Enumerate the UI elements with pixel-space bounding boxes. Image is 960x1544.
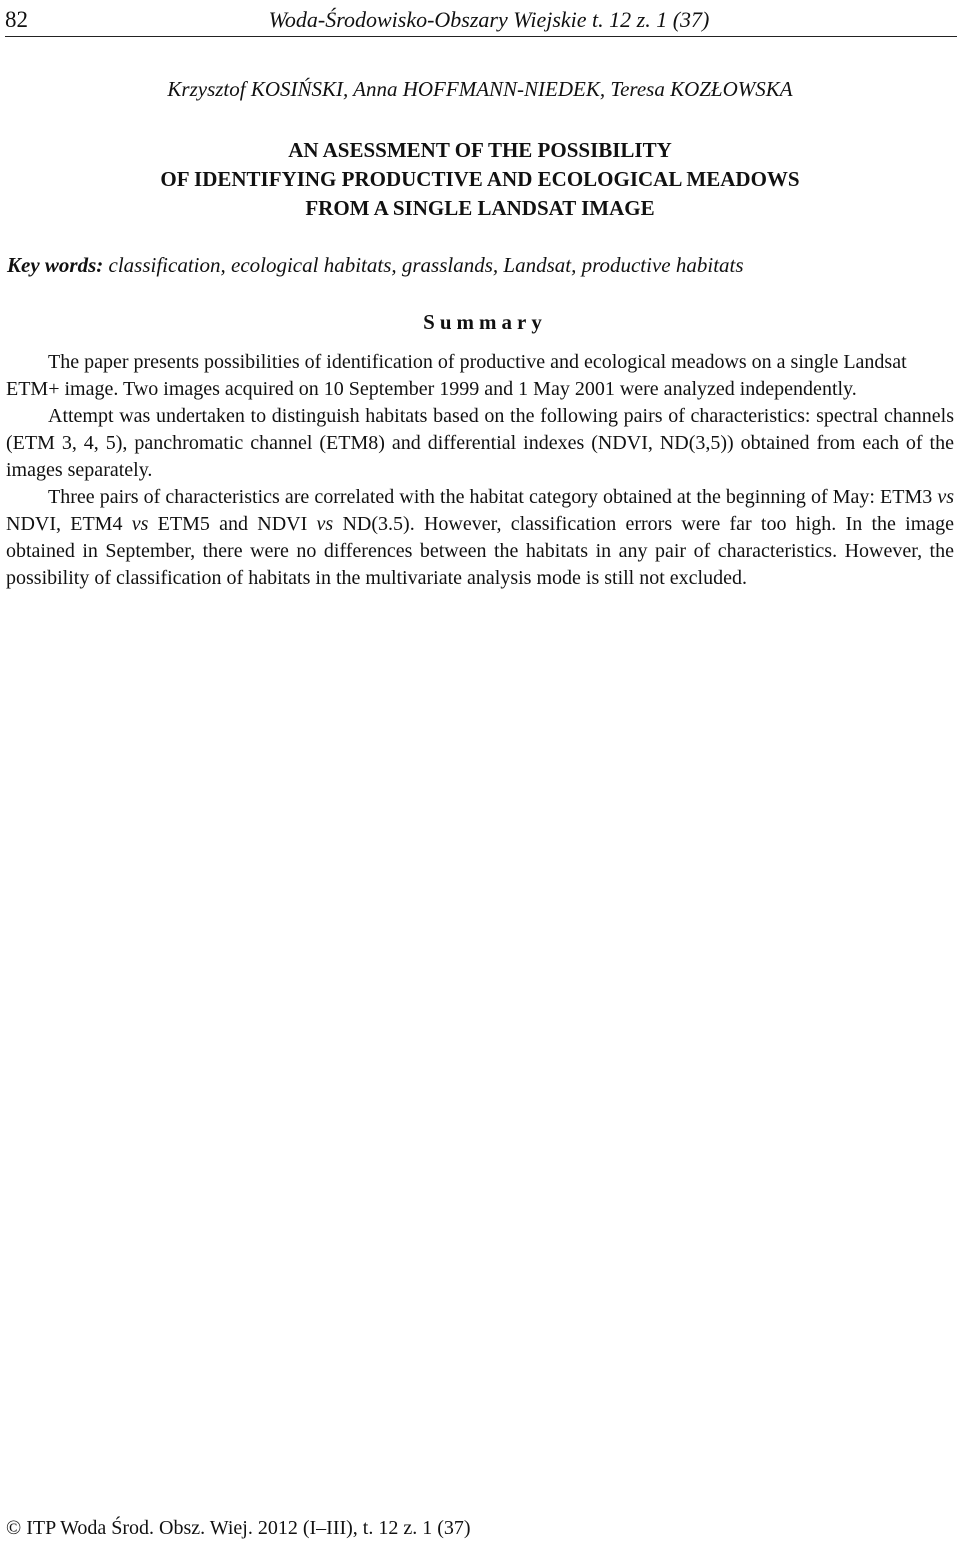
summary-paragraph-2: Attempt was undertaken to distinguish habitats based on the following pairs of characteristics: spectral channels (ETM 3, 4, 5), panchromatic channel (ETM8) and differential indexes (NDVI, ND(3,5)) obtained from each of the images separately.	[6, 405, 954, 481]
authors: Krzysztof KOSIŃSKI, Anna HOFFMANN-NIEDEK, Teresa KOZŁOWSKA	[167, 77, 793, 101]
summary-paragraph-3	[6, 484, 954, 592]
summary-p3-vs-1: vs	[937, 486, 955, 508]
summary-p3-part-4: ND(3.5). However, classification errors were far too high. In the image obtained in September, there were no differences between the habitats in any pair of characteristics. However, the possibility of classification of habitats in the multivariate analysis mode is still not excluded.	[6, 513, 955, 589]
title-line-3: FROM A SINGLE LANDSAT IMAGE	[305, 196, 655, 220]
summary-p3-part-1: Three pairs of characteristics are correlated with the habitat category obtained at the beginning of May: ETM3	[48, 486, 933, 508]
summary-p3-vs-3: vs	[316, 513, 334, 535]
summary-p3-vs-2: vs	[131, 513, 149, 535]
summary-paragraph-1: The paper presents possibilities of identification of productive and ecological meadows on a single Landsat ETM+ image. Two images acquired on 10 September 1999 and 1 May 2001 were analyzed independently.	[6, 351, 907, 400]
journal-title: Woda-Środowisko-Obszary Wiejskie t. 12 z. 1 (37)	[268, 7, 710, 32]
summary-p3-part-2: NDVI, ETM4	[6, 513, 123, 535]
copyright-footer: © ITP Woda Środ. Obsz. Wiej. 2012 (I–III), t. 12 z. 1 (37)	[6, 1517, 471, 1539]
page-number: 82	[5, 7, 28, 32]
keywords-label: Key words:	[7, 253, 104, 277]
summary-p3-part-3: ETM5 and NDVI	[157, 513, 308, 535]
summary-body	[6, 349, 954, 592]
running-header	[5, 6, 957, 37]
keywords-text: classification, ecological habitats, grasslands, Landsat, productive habitats	[108, 253, 744, 277]
title-line-2: OF IDENTIFYING PRODUCTIVE AND ECOLOGICAL MEADOWS	[160, 167, 800, 191]
paper-title	[0, 136, 960, 223]
summary-heading: Summary	[423, 310, 547, 334]
title-line-1: AN ASESSMENT OF THE POSSIBILITY	[288, 138, 672, 162]
keywords	[7, 252, 952, 278]
